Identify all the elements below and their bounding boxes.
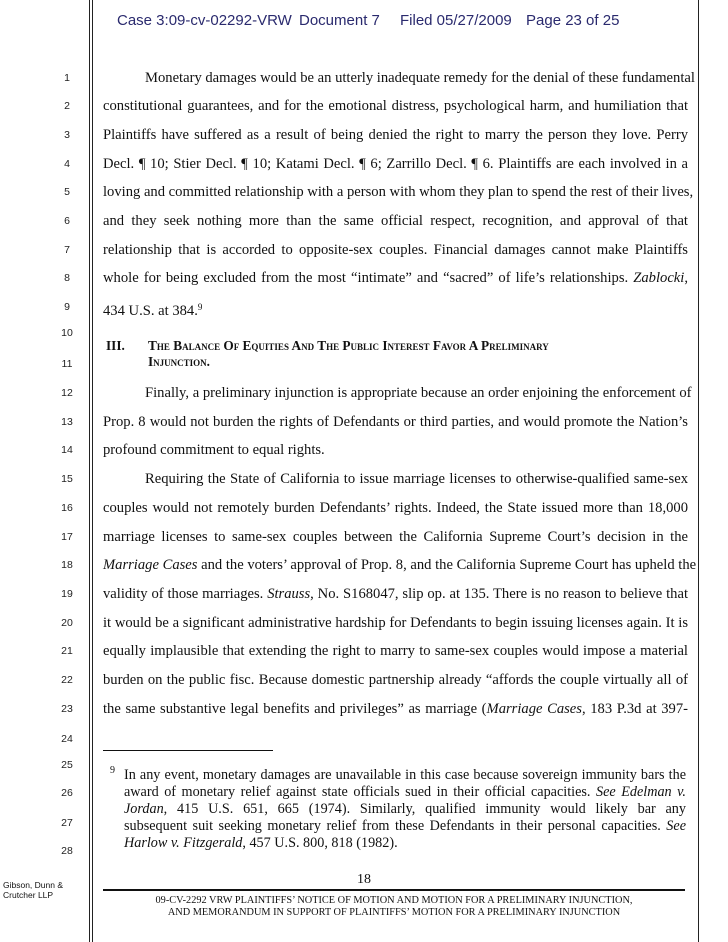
left-margin-line-1	[89, 0, 90, 942]
line-number: 7	[64, 244, 70, 256]
footnote-number: 9	[110, 765, 115, 776]
body-line-7: relationship that is accorded to opposite-sex couples. Financial damages cannot make Plaintiffs	[103, 242, 688, 258]
body-line-18	[103, 557, 697, 574]
body-line-13: Prop. 8 would not burden the rights of Defendants or third parties, and would promote the Nation’s	[103, 414, 688, 430]
line-number: 25	[61, 759, 73, 771]
heading-number: III.	[106, 338, 125, 353]
case-cite-zablocki: Zablocki	[633, 270, 685, 286]
line-number: 14	[61, 444, 73, 456]
footer-rule	[103, 889, 685, 891]
line-number: 5	[64, 186, 70, 198]
body-line-19-tail: , No. S168047, slip op. at 135. There is no reason to believe that	[310, 586, 688, 602]
line-number: 9	[64, 301, 70, 313]
firm-name-line-2: Crutcher LLP	[3, 890, 54, 900]
body-line-5: loving and committed relationship with a person with whom they plan to spend the rest of their lives,	[103, 184, 694, 200]
body-line-22: burden on the public fisc. Because domestic partnership already “affords the couple virtually all of	[103, 672, 688, 688]
body-line-2: constitutional guarantees, and for the emotional distress, psychological harm, and humiliation that	[103, 98, 688, 114]
footnote-separator	[103, 750, 273, 751]
line-number: 18	[61, 559, 73, 571]
line-number: 12	[61, 387, 73, 399]
line-number: 23	[61, 703, 73, 715]
case-cite-harlow: Harlow v. Fitzgerald	[124, 835, 243, 851]
case-cite-edelman: See Edelman v.	[596, 784, 686, 800]
body-line-12: Finally, a preliminary injunction is appropriate because an order enjoining the enforcement of	[145, 385, 692, 401]
body-line-19-text: validity of those marriages.	[103, 586, 268, 602]
footer-line-2: AND MEMORANDUM IN SUPPORT OF PLAINTIFFS’ MOTION FOR A PRELIMINARY INJUNCTION	[167, 907, 621, 918]
body-line-23	[103, 701, 688, 718]
body-line-4: Decl. ¶ 10; Stier Decl. ¶ 10; Katami Decl. ¶ 6; Zarrillo Decl. ¶ 6. Plaintiffs are each involved in a	[103, 156, 688, 172]
footnote-line-5	[124, 835, 686, 852]
firm-name	[3, 880, 63, 900]
right-margin-line	[698, 0, 699, 942]
line-number: 11	[61, 358, 73, 370]
line-number: 27	[61, 817, 73, 829]
body-line-1: Monetary damages would be an utterly inadequate remedy for the denial of these fundamental	[145, 70, 695, 86]
body-line-20: it would be a significant administrative hardship for Defendants to begin issuing licenses again. It is	[103, 615, 688, 631]
footnote-line-5-text: , 457 U.S. 800, 818 (1982).	[242, 835, 398, 851]
line-number: 6	[64, 215, 70, 227]
line-number: 1	[64, 72, 70, 84]
filed-date: Filed 05/27/2009	[400, 12, 512, 29]
line-number: 22	[61, 674, 73, 686]
body-line-8	[103, 270, 688, 287]
footer-caption	[103, 895, 685, 919]
footnote-line-2-text: award of monetary relief against state officials sued in their official capacities.	[124, 784, 596, 800]
body-line-19	[103, 586, 688, 603]
body-line-17: marriage licenses to same-sex couples between the California Supreme Court’s decision in the	[103, 529, 688, 545]
body-line-9	[103, 299, 688, 320]
body-line-6: and they seek nothing more than the same official respect, recognition, and approval of that	[103, 213, 688, 229]
heading-line-2: Injunction.	[148, 354, 211, 369]
line-number: 28	[61, 845, 73, 857]
page-count: Page 23 of 25	[526, 12, 620, 29]
line-number: 21	[61, 645, 73, 657]
case-cite-marriage-cases-2: Marriage Cases	[486, 701, 582, 717]
line-number: 17	[61, 531, 73, 543]
body-line-23-tail: , 183 P.3d at 397-	[581, 701, 688, 717]
footnote-ref-9: 9	[197, 302, 203, 312]
line-number: 24	[61, 733, 73, 745]
line-number: 16	[61, 502, 73, 514]
line-number: 4	[64, 158, 70, 170]
body-line-8-text: whole for being excluded from the most “intimate” and “sacred” of life’s relationships.	[103, 270, 634, 286]
line-number: 10	[61, 327, 73, 339]
line-number: 15	[61, 473, 73, 485]
left-margin-line-2	[92, 0, 93, 942]
body-line-8-tail: ,	[684, 270, 688, 286]
footnote-line-1: In any event, monetary damages are unavailable in this case because sovereign immunity bars the	[124, 767, 686, 783]
page-number: 18	[357, 872, 371, 887]
body-line-9-text: 434 U.S. at 384.	[103, 303, 198, 319]
document-number: Document 7	[299, 12, 380, 29]
footnote-line-4	[124, 818, 686, 835]
footnote-line-4-text: subsequent suit seeking monetary relief from these Defendants in their personal capacities.	[124, 818, 667, 834]
line-number: 13	[61, 416, 73, 428]
footer-line-1: 09-CV-2292 VRW PLAINTIFFS’ NOTICE OF MOTION AND MOTION FOR A PRELIMINARY INJUNCTION,	[155, 895, 633, 906]
body-line-3: Plaintiffs have suffered as a result of being denied the right to marry the person they love. Perry	[103, 127, 688, 143]
case-cite-strauss: Strauss	[267, 586, 311, 602]
line-number: 20	[61, 617, 73, 629]
firm-name-line-1: Gibson, Dunn &	[3, 880, 64, 890]
body-line-23-text: the same substantive legal benefits and privileges” as marriage (	[103, 701, 487, 717]
case-cite-marriage-cases: Marriage Cases	[103, 557, 198, 573]
footnote-line-2	[124, 784, 686, 801]
body-line-18-text: and the voters’ approval of Prop. 8, and the California Supreme Court has upheld the	[197, 557, 697, 573]
line-number: 2	[64, 100, 70, 112]
body-line-15: Requiring the State of California to issue marriage licenses to otherwise-qualified same-sex	[145, 471, 688, 487]
footnote-line-3-text: , 415 U.S. 651, 665 (1974). Similarly, qualified immunity would likely bar any	[163, 801, 686, 817]
case-cite-jordan: Jordan	[124, 801, 164, 817]
body-line-14: profound commitment to equal rights.	[103, 442, 325, 458]
footnote-line-3	[124, 801, 686, 818]
line-number: 19	[61, 588, 73, 600]
line-number: 8	[64, 272, 70, 284]
heading-line-1: The Balance Of Equities And The Public Interest Favor A Preliminary	[148, 338, 549, 353]
body-line-16: couples would not remotely burden Defendants’ rights. Indeed, the State issued more than 18,000	[103, 500, 688, 516]
line-number: 26	[61, 787, 73, 799]
case-number: Case 3:09-cv-02292-VRW	[117, 12, 292, 29]
signal-see: See	[666, 818, 686, 834]
line-number: 3	[64, 129, 70, 141]
body-line-21: equally implausible that extending the right to marry to same-sex couples would impose a material	[103, 643, 688, 659]
